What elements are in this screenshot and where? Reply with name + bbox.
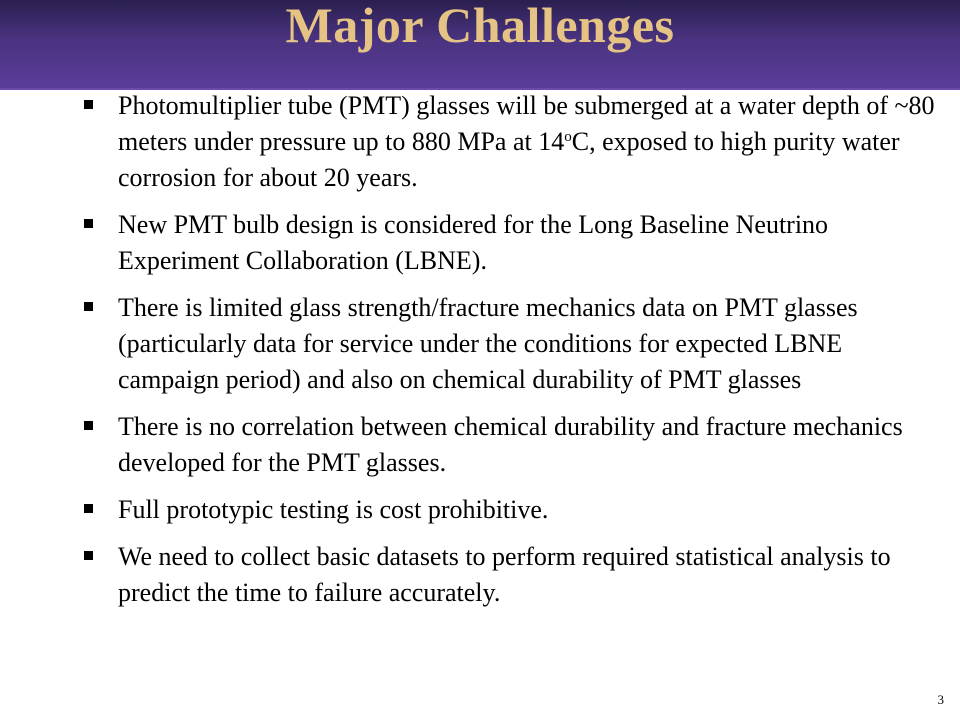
- square-bullet-icon: [84, 302, 93, 311]
- bullet-item: [80, 492, 940, 528]
- bullet-text: We need to collect basic datasets to perform required statistical analysis to predict the time to failure accurately.: [118, 542, 891, 607]
- slide-title: Major Challenges: [285, 0, 675, 53]
- bullet-text: There is limited glass strength/fracture mechanics data on PMT glasses (particularly data for service under the conditions for expected LBNE campaign period) and also on chemical durability of PMT glasses: [118, 293, 858, 394]
- square-bullet-icon: [84, 219, 93, 228]
- bullet-item: [80, 539, 940, 611]
- bullet-item: [80, 409, 940, 481]
- bullet-text: Photomultiplier tube (PMT) glasses will be submerged at a water depth of ~80 meters under pressure up to 880 MPa at 14$^o$C, exposed to high purity water corrosion for about 20 years.: [118, 91, 935, 192]
- bullet-item: [80, 290, 940, 398]
- page-number: 3: [937, 692, 944, 707]
- square-bullet-icon: [84, 100, 93, 109]
- square-bullet-icon: [84, 504, 93, 513]
- bullet-text: New PMT bulb design is considered for the Long Baseline Neutrino Experiment Collaboration (LBNE).: [118, 210, 829, 275]
- bullet-list: [80, 88, 940, 622]
- bullet-text: Full prototypic testing is cost prohibitive.: [118, 495, 549, 524]
- bullet-item: [80, 88, 940, 196]
- degree-superscript: o: [564, 129, 572, 145]
- bullet-item: [80, 207, 940, 279]
- square-bullet-icon: [84, 551, 93, 560]
- title-bar: [0, 0, 960, 90]
- square-bullet-icon: [84, 421, 93, 430]
- bullet-text: There is no correlation between chemical durability and fracture mechanics developed for the PMT glasses.: [118, 412, 903, 477]
